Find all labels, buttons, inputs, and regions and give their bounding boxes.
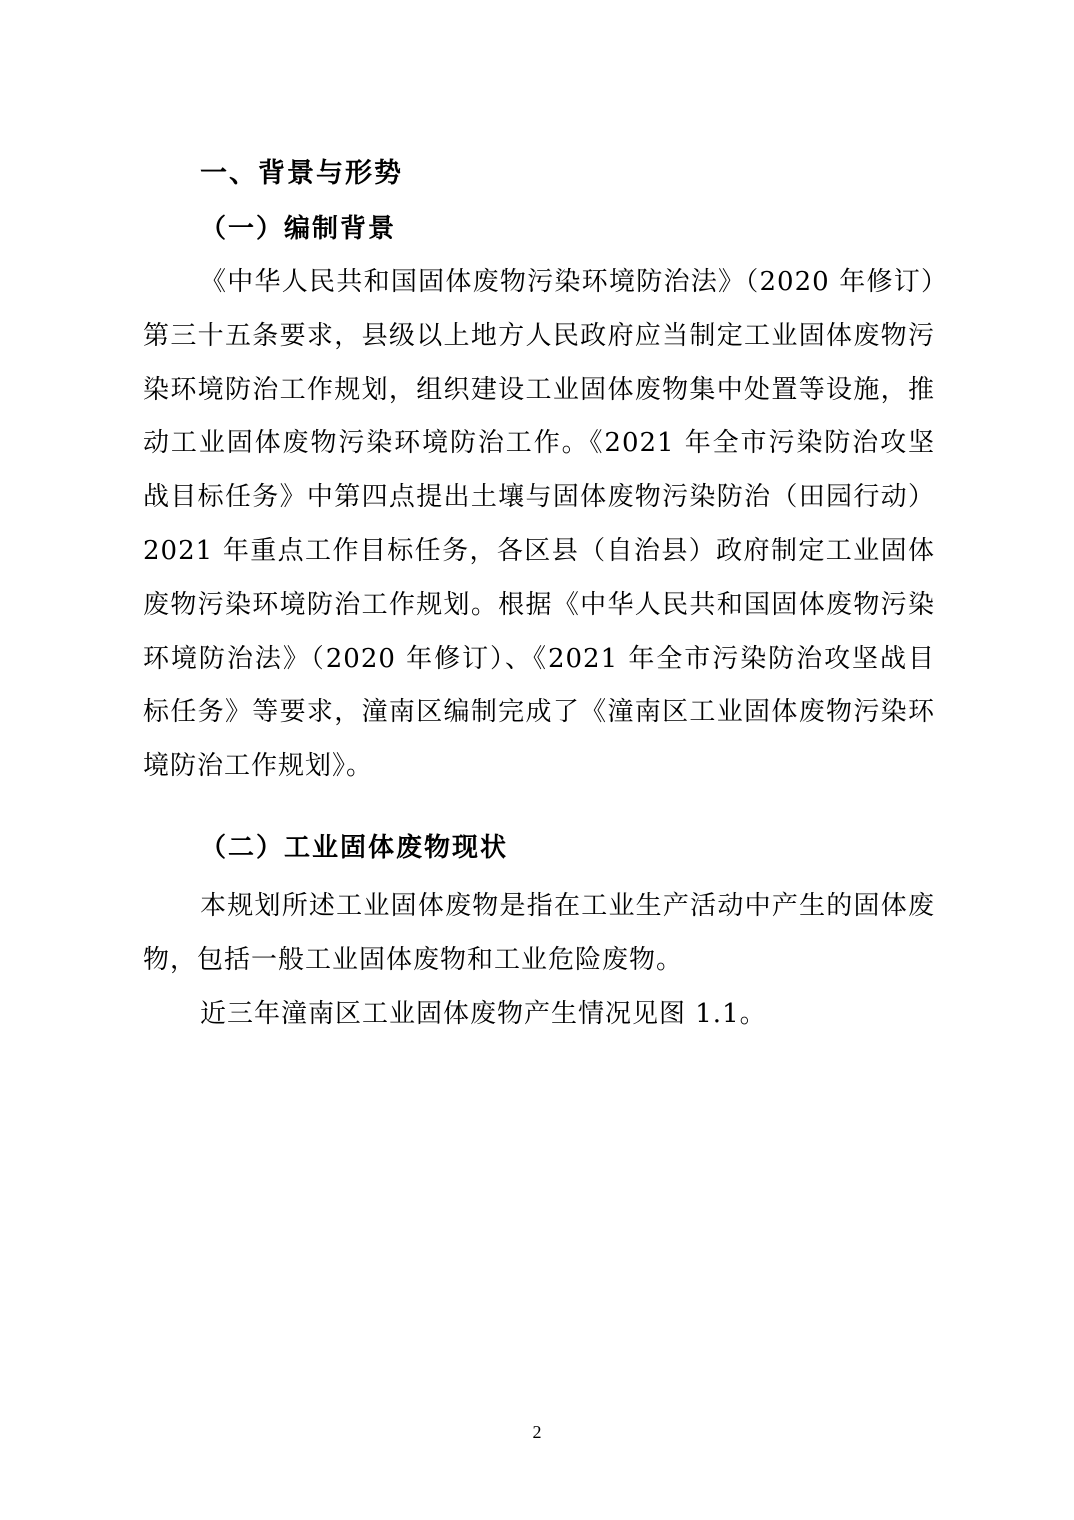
section-status-body xyxy=(143,880,935,1041)
section-background-body xyxy=(143,256,935,794)
section-heading-status: （二）工业固体废物现状 xyxy=(200,833,509,863)
status-paragraph-figure-reference: 近三年潼南区工业固体废物产生情况见图 1.1。 xyxy=(200,998,767,1029)
section-heading-background: （一）编制背景 xyxy=(200,214,397,244)
background-paragraph: 《中华人民共和国固体废物污染环境防治法》（2020 年修订）第三十五条要求，县级以上地方人民政府应当制定工业固体废物污染环境防治工作规划，组织建设工业固体废物集中处置等设施，推动工业固体废物污染环境防治工作。《2021 年全市污染防治攻坚战目标任务》中第四点提出土壤与固体废物污染防治（田园行动）2021 年重点工作目标任务，各区县（自治县）政府制定工业固体废物污染环境防治工作规划。根据《中华人民共和国固体废物污染环境防治法》（2020 年修订）、《2021 年全市污染防治攻坚战目标任务》等要求，潼南区编制完成了《潼南区工业固体废物污染环境防治工作规划》。 xyxy=(143,267,935,782)
page-number: 2 xyxy=(532,1422,542,1442)
status-paragraph-definition: 本规划所述工业固体废物是指在工业生产活动中产生的固体废物，包括一般工业固体废物和工业危险废物。 xyxy=(143,891,935,975)
chapter-heading: 一、背景与形势 xyxy=(200,158,403,189)
